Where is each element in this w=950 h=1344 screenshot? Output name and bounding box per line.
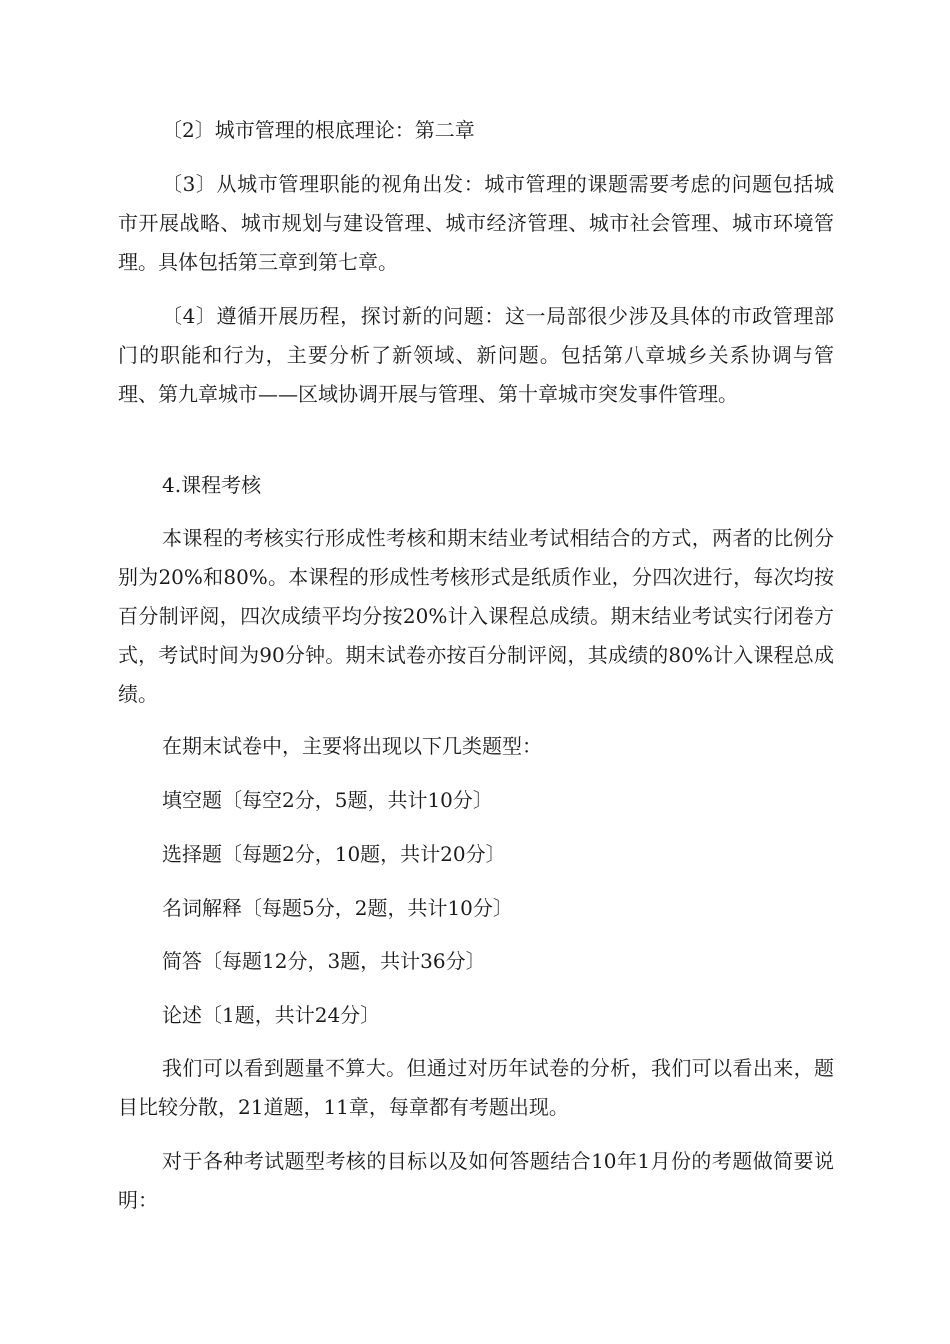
paragraph-management-functions: 〔3〕从城市管理职能的视角出发：城市管理的课题需要考虑的问题包括城市开展战略、城市规划与建设管理、城市经济管理、城市社会管理、城市环境管理。具体包括第三章到第七章。 — [118, 172, 834, 274]
question-type-fill-blank: 填空题〔每空2分，5题，共计10分〕 — [162, 788, 493, 812]
question-type-term-definition: 名词解释〔每题5分，2题，共计10分〕 — [162, 896, 513, 920]
question-type-multiple-choice: 选择题〔每题2分，10题，共计20分〕 — [162, 842, 506, 866]
paragraph-question-analysis: 我们可以看到题量不算大。但通过对历年试卷的分析，我们可以看出来，题目比较分散，21道题，11章，每章都有考题出现。 — [118, 1056, 834, 1119]
section-heading-course-assessment: 4.课程考核 — [162, 473, 262, 497]
question-type-essay: 论述〔1题，共计24分〕 — [162, 1003, 381, 1027]
paragraph-explanation-intro: 对于各种考试题型考核的目标以及如何答题结合10年1月份的考题做简要说明： — [118, 1149, 834, 1212]
paragraph-new-issues: 〔4〕遵循开展历程，探讨新的问题：这一局部很少涉及具体的市政管理部门的职能和行为，主要分析了新领域、新问题。包括第八章城乡关系协调与管理、第九章城市——区域协调开展与管理、第十章城市突发事件管理。 — [118, 304, 834, 406]
paragraph-basic-theory: 〔2〕城市管理的根底理论：第二章 — [162, 118, 475, 142]
paragraph-assessment-method: 本课程的考核实行形成性考核和期末结业考试相结合的方式，两者的比例分别为20%和80%。本课程的形成性考核形式是纸质作业，分四次进行，每次均按百分制评阅，四次成绩平均分按20%计入课程总成绩。期末结业考试实行闭卷方式，考试时间为90分钟。期末试卷亦按百分制评阅，其成绩的80%计入课程总成绩。 — [118, 526, 834, 706]
paragraph-question-types-intro: 在期末试卷中，主要将出现以下几类题型： — [162, 734, 542, 758]
question-type-short-answer: 简答〔每题12分，3题，共计36分〕 — [162, 949, 486, 973]
